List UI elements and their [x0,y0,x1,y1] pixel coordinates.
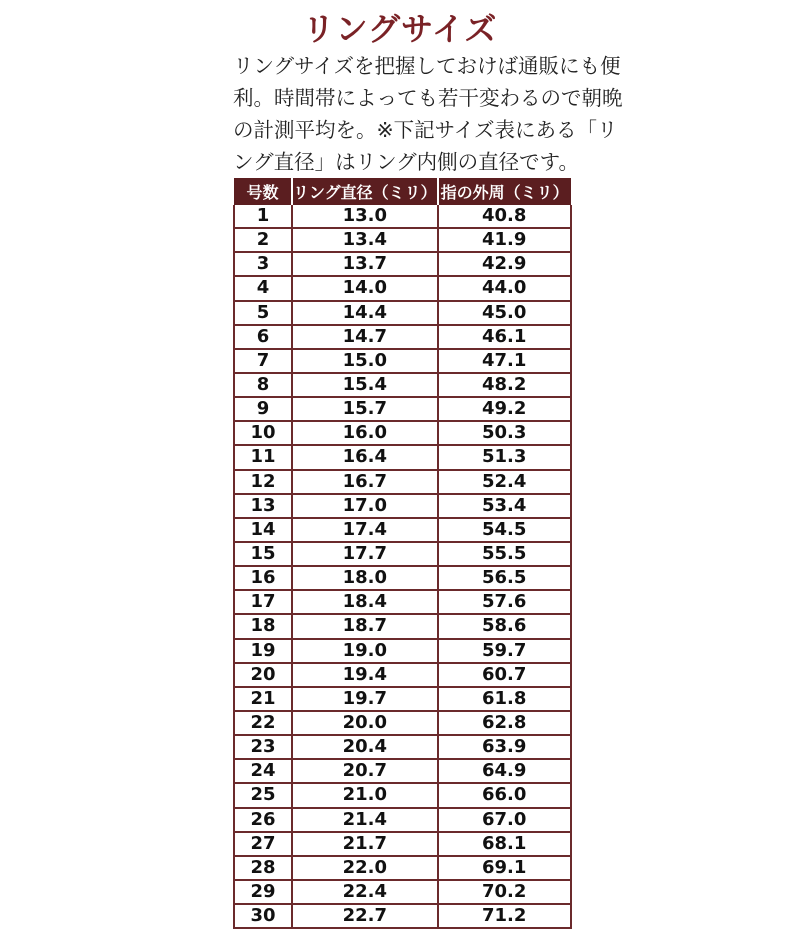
table-row [234,445,571,469]
cell-finger-circumference: 60.7 [438,663,571,687]
table-row [234,566,571,590]
cell-finger-circumference: 48.2 [438,373,571,397]
cell-finger-circumference: 41.9 [438,228,571,252]
cell-ring-diameter: 17.0 [292,494,438,518]
table-row [234,783,571,807]
cell-size-number: 8 [234,373,292,397]
cell-ring-diameter: 21.4 [292,808,438,832]
cell-size-number: 3 [234,252,292,276]
cell-finger-circumference: 69.1 [438,856,571,880]
cell-ring-diameter: 13.0 [292,205,438,228]
table-row [234,904,571,928]
cell-ring-diameter: 18.7 [292,614,438,638]
cell-finger-circumference: 40.8 [438,205,571,228]
cell-size-number: 30 [234,904,292,928]
cell-size-number: 21 [234,687,292,711]
table-header-row [234,178,571,205]
cell-ring-diameter: 20.0 [292,711,438,735]
cell-finger-circumference: 53.4 [438,494,571,518]
cell-ring-diameter: 16.0 [292,421,438,445]
cell-ring-diameter: 17.7 [292,542,438,566]
cell-ring-diameter: 16.4 [292,445,438,469]
cell-finger-circumference: 67.0 [438,808,571,832]
cell-finger-circumference: 56.5 [438,566,571,590]
cell-size-number: 1 [234,205,292,228]
cell-size-number: 13 [234,494,292,518]
cell-size-number: 10 [234,421,292,445]
cell-size-number: 19 [234,639,292,663]
cell-ring-diameter: 18.0 [292,566,438,590]
cell-finger-circumference: 57.6 [438,590,571,614]
table-row [234,639,571,663]
table-row [234,349,571,373]
table-row [234,325,571,349]
table-row [234,614,571,638]
intro-line: 利。時間帯によっても若干変わるので朝晩 [233,86,623,110]
cell-ring-diameter: 22.7 [292,904,438,928]
cell-ring-diameter: 14.4 [292,301,438,325]
cell-finger-circumference: 44.0 [438,276,571,300]
table-row [234,252,571,276]
cell-size-number: 24 [234,759,292,783]
table-body [234,205,571,928]
cell-size-number: 12 [234,470,292,494]
cell-finger-circumference: 47.1 [438,349,571,373]
cell-ring-diameter: 15.4 [292,373,438,397]
cell-size-number: 26 [234,808,292,832]
cell-size-number: 20 [234,663,292,687]
cell-finger-circumference: 71.2 [438,904,571,928]
header-finger-circumference: 指の外周（ミリ） [438,178,571,205]
cell-finger-circumference: 42.9 [438,252,571,276]
cell-ring-diameter: 19.7 [292,687,438,711]
cell-size-number: 11 [234,445,292,469]
table-row [234,470,571,494]
table-row [234,373,571,397]
cell-ring-diameter: 19.0 [292,639,438,663]
cell-size-number: 22 [234,711,292,735]
cell-finger-circumference: 51.3 [438,445,571,469]
cell-finger-circumference: 62.8 [438,711,571,735]
cell-size-number: 14 [234,518,292,542]
header-size-number: 号数 [234,178,292,205]
table-row [234,808,571,832]
cell-finger-circumference: 45.0 [438,301,571,325]
table-row [234,494,571,518]
cell-finger-circumference: 68.1 [438,832,571,856]
table-row [234,301,571,325]
cell-ring-diameter: 13.4 [292,228,438,252]
cell-size-number: 16 [234,566,292,590]
table-row [234,663,571,687]
intro-line: リングサイズを把握しておけば通販にも便 [233,54,621,78]
cell-ring-diameter: 21.0 [292,783,438,807]
cell-ring-diameter: 20.4 [292,735,438,759]
cell-size-number: 4 [234,276,292,300]
cell-finger-circumference: 59.7 [438,639,571,663]
cell-finger-circumference: 64.9 [438,759,571,783]
cell-size-number: 28 [234,856,292,880]
cell-ring-diameter: 15.7 [292,397,438,421]
cell-finger-circumference: 46.1 [438,325,571,349]
table-row [234,397,571,421]
cell-size-number: 6 [234,325,292,349]
table-row [234,518,571,542]
cell-ring-diameter: 13.7 [292,252,438,276]
page-title: リングサイズ [302,10,498,48]
cell-ring-diameter: 15.0 [292,349,438,373]
cell-size-number: 23 [234,735,292,759]
cell-finger-circumference: 61.8 [438,687,571,711]
table-row [234,590,571,614]
table-row [234,687,571,711]
cell-ring-diameter: 22.0 [292,856,438,880]
cell-finger-circumference: 52.4 [438,470,571,494]
table-row [234,276,571,300]
cell-finger-circumference: 49.2 [438,397,571,421]
table-row [234,880,571,904]
cell-ring-diameter: 18.4 [292,590,438,614]
cell-size-number: 25 [234,783,292,807]
cell-size-number: 18 [234,614,292,638]
cell-ring-diameter: 16.7 [292,470,438,494]
cell-ring-diameter: 20.7 [292,759,438,783]
cell-finger-circumference: 54.5 [438,518,571,542]
cell-ring-diameter: 14.7 [292,325,438,349]
cell-size-number: 9 [234,397,292,421]
cell-finger-circumference: 66.0 [438,783,571,807]
table-row [234,735,571,759]
header-ring-diameter: リング直径（ミリ） [292,178,438,205]
table-row [234,205,571,228]
table-row [234,542,571,566]
table-row [234,856,571,880]
cell-size-number: 27 [234,832,292,856]
table-row [234,832,571,856]
cell-finger-circumference: 50.3 [438,421,571,445]
cell-finger-circumference: 58.6 [438,614,571,638]
cell-ring-diameter: 21.7 [292,832,438,856]
cell-ring-diameter: 22.4 [292,880,438,904]
cell-size-number: 29 [234,880,292,904]
cell-ring-diameter: 19.4 [292,663,438,687]
cell-ring-diameter: 14.0 [292,276,438,300]
cell-finger-circumference: 63.9 [438,735,571,759]
intro-text [233,50,623,178]
table-row [234,421,571,445]
cell-ring-diameter: 17.4 [292,518,438,542]
intro-line: の計測平均を。※下記サイズ表にある「リ [233,118,618,142]
cell-finger-circumference: 55.5 [438,542,571,566]
cell-size-number: 17 [234,590,292,614]
table-row [234,228,571,252]
table-row [234,759,571,783]
cell-finger-circumference: 70.2 [438,880,571,904]
ring-size-table [233,178,572,929]
table-row [234,711,571,735]
intro-line: ング直径」はリング内側の直径です。 [233,150,580,174]
cell-size-number: 5 [234,301,292,325]
cell-size-number: 7 [234,349,292,373]
cell-size-number: 2 [234,228,292,252]
cell-size-number: 15 [234,542,292,566]
